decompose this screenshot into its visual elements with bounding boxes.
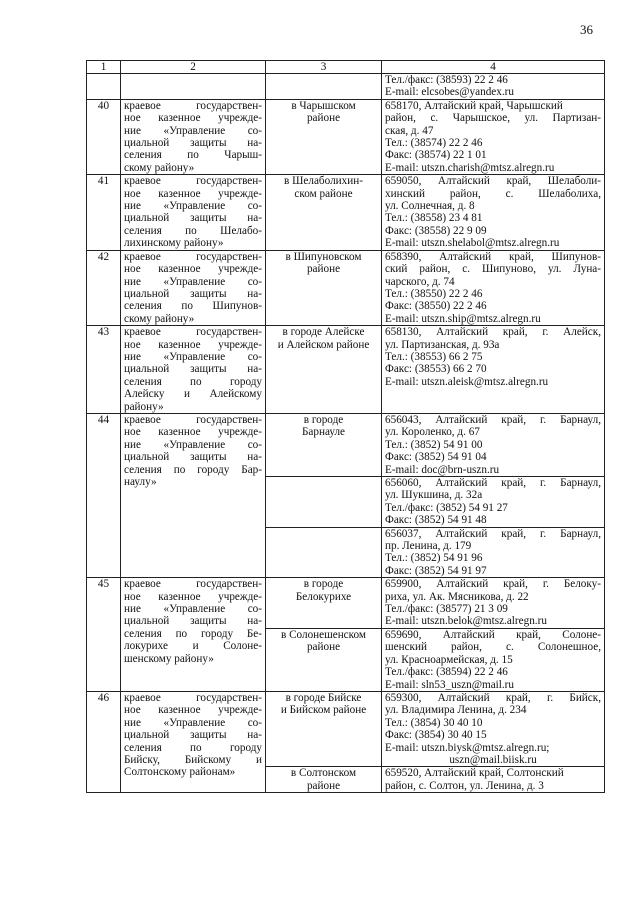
institution-name-line: шенскому району» — [124, 652, 214, 665]
institution-name-line: ние «Управление со- — [124, 716, 262, 729]
address-line: ул. Шукшина, д. 32а — [385, 489, 483, 502]
address-line: Факс: (3852) 54 91 04 — [385, 451, 487, 464]
table-row — [87, 74, 605, 100]
service-area-line: в городе — [303, 578, 344, 591]
address-line: Тел.: (38574) 22 2 46 — [385, 137, 483, 150]
email-line: E-mail: utszn.charish@mtsz.alregn.ru — [385, 161, 555, 174]
address-line: Тел.: (3852) 54 91 96 — [385, 552, 483, 565]
institution-name-line: Солтонскому районам» — [124, 766, 236, 779]
institution-name-line: селения по Чарыш- — [124, 149, 262, 162]
institution-name-line: селения по городу — [124, 375, 262, 388]
institution-name-line: ние «Управление со- — [124, 200, 262, 213]
address-line: 656043, Алтайский край, г. Барнаул, — [385, 413, 601, 426]
address-line: Факс: (38550) 22 2 46 — [385, 300, 487, 313]
service-area-cell — [266, 413, 382, 476]
institution-name-line: скому району» — [124, 161, 195, 174]
institution-name-line: району» — [124, 400, 164, 413]
column-header-3: 3 — [266, 61, 382, 74]
row-number: 42 — [87, 250, 121, 325]
institution-name-line: ное казенное учрежде- — [124, 590, 262, 603]
service-area-cell — [266, 527, 382, 578]
address-contacts-cell — [382, 767, 605, 793]
service-area-cell — [266, 250, 382, 325]
service-area-line: и Алейском районе — [277, 338, 370, 351]
address-line: 659050, Алтайский край, Шелаболи- — [385, 175, 601, 188]
address-contacts-cell — [382, 578, 605, 629]
service-area-cell — [266, 99, 382, 174]
service-area-line: в Солонешенском — [281, 628, 366, 641]
row-number: 44 — [87, 413, 121, 577]
institution-name-line: ное казенное учрежде- — [124, 187, 262, 200]
email-line: E-mail: utszn.aleisk@mtsz.alregn.ru — [385, 375, 549, 388]
institution-name-line: селения по городу — [124, 741, 262, 754]
institution-name-line: краевое государствен- — [124, 326, 262, 339]
address-line: хинский район, с. Шелаболиха, — [385, 187, 601, 200]
address-line: ская, д. 47 — [385, 124, 434, 137]
institution-name-line: краевое государствен- — [124, 691, 262, 704]
address-contacts-cell — [382, 691, 605, 766]
service-area-line: в городе Бийске — [285, 691, 362, 704]
address-contacts-cell — [382, 175, 605, 250]
institution-name-line: ние «Управление со- — [124, 124, 262, 137]
service-area-line: в Шелаболихин- — [284, 175, 363, 188]
institution-name-line: селения по Шелабо- — [124, 224, 262, 237]
table-row — [87, 326, 605, 414]
institution-name-line: ние «Управление со- — [124, 275, 262, 288]
institution-name-line: краевое государствен- — [124, 175, 262, 188]
column-header-4: 4 — [382, 61, 605, 74]
institution-name-cell — [121, 74, 266, 100]
institution-name-line: циальной защиты на- — [124, 363, 262, 376]
address-contacts-cell — [382, 527, 605, 578]
institution-name-line: ное казенное учрежде- — [124, 112, 262, 125]
address-line: 659900, Алтайский край, г. Белоку- — [385, 578, 601, 591]
service-area-line: районе — [306, 263, 341, 276]
service-area-line: в Солтонском — [290, 767, 357, 780]
service-area-line: районе — [306, 641, 341, 654]
address-line: 656060, Алтайский край, г. Барнаул, — [385, 477, 601, 489]
institution-name-line: ное казенное учрежде- — [124, 338, 262, 351]
address-contacts-cell — [382, 99, 605, 174]
address-contacts-cell — [382, 74, 605, 100]
email-line: E-mail: utszn.belok@mtsz.alregn.ru — [385, 615, 547, 628]
email-line: E-mail: utszn.biysk@mtsz.alregn.ru; — [385, 741, 550, 754]
email-line: E-mail: elcsobes@yandex.ru — [385, 86, 514, 99]
institution-name-cell — [121, 578, 266, 692]
table-row — [87, 578, 605, 629]
institution-name-line: ние «Управление со- — [124, 438, 262, 451]
address-contacts-cell — [382, 477, 605, 528]
address-line: Факс: (3854) 30 40 15 — [385, 729, 487, 742]
address-line: пр. Ленина, д. 179 — [385, 540, 472, 553]
address-line: ский район, с. Шипуново, ул. Луна- — [385, 263, 601, 276]
address-line: чарского, д. 74 — [385, 275, 455, 288]
row-number: 45 — [87, 578, 121, 692]
institution-name-line: Бийску, Бийскому и — [124, 753, 262, 766]
institution-name-line: циальной защиты на- — [124, 212, 262, 225]
address-line: 659300, Алтайский край, г. Бийск, — [385, 691, 601, 704]
address-line: 659520, Алтайский край, Солтонский — [385, 767, 564, 780]
row-number — [87, 74, 121, 100]
email-line: E-mail: utszn.ship@mtsz.alregn.ru — [385, 312, 541, 325]
service-area-cell — [266, 477, 382, 528]
table-row — [87, 250, 605, 325]
institution-name-cell — [121, 413, 266, 577]
service-area-line: ском районе — [294, 187, 353, 200]
address-line: Тел./факс: (3852) 54 91 27 — [385, 501, 508, 514]
institution-name-line: краевое государствен- — [124, 578, 262, 591]
row-number: 41 — [87, 175, 121, 250]
service-area-cell — [266, 175, 382, 250]
address-line: район, с. Солтон, ул. Ленина, д. 3 — [385, 779, 544, 792]
institution-name-line: лихинскому району» — [124, 237, 224, 250]
service-area-cell — [266, 578, 382, 629]
institution-name-cell — [121, 99, 266, 174]
address-line: Тел.: (38550) 22 2 46 — [385, 287, 483, 300]
institution-name-line: селения по городу Бе- — [124, 627, 262, 640]
address-line: Факс: (3852) 54 91 97 — [385, 564, 487, 577]
service-area-line: Белокурихе — [295, 590, 352, 603]
institution-name-line: краевое государствен- — [124, 250, 262, 263]
service-area-cell — [266, 767, 382, 793]
address-line: ул. Солнечная, д. 8 — [385, 200, 475, 213]
address-line: Тел./факс: (38577) 21 3 09 — [385, 603, 508, 616]
address-line: риха, ул. Ак. Мясникова, д. 22 — [385, 590, 529, 603]
row-number: 40 — [87, 99, 121, 174]
institution-name-line: ние «Управление со- — [124, 603, 262, 616]
institution-name-line: циальной защиты на- — [124, 287, 262, 300]
table-row — [87, 175, 605, 250]
address-line: ул. Красноармейская, д. 15 — [385, 653, 513, 666]
institution-name-line: ное казенное учрежде- — [124, 263, 262, 276]
service-area-line: в городе Алейске — [282, 326, 365, 339]
address-line: шенский район, с. Солонешное, — [385, 641, 601, 654]
institution-name-cell — [121, 691, 266, 792]
email-line: E-mail: sln53_uszn@mail.ru — [385, 678, 514, 691]
service-area-line: Барнауле — [301, 426, 346, 439]
address-line: 658130, Алтайский край, г. Алейск, — [385, 326, 601, 339]
address-line: 658170, Алтайский край, Чарышский — [385, 99, 563, 112]
table-row — [87, 691, 605, 766]
institution-name-cell — [121, 250, 266, 325]
institution-name-line: наулу» — [124, 476, 157, 488]
service-area-cell — [266, 74, 382, 100]
email-line: E-mail: doc@brn-uszn.ru — [385, 463, 500, 476]
address-contacts-cell — [382, 250, 605, 325]
institution-name-line: ное казенное учрежде- — [124, 426, 262, 439]
row-number: 43 — [87, 326, 121, 414]
service-area-line: и Бийском районе — [280, 704, 367, 717]
page-number: 36 — [580, 22, 593, 37]
institution-name-line: циальной защиты на- — [124, 729, 262, 742]
institution-name-cell — [121, 175, 266, 250]
institution-name-line: ние «Управление со- — [124, 350, 262, 363]
institution-name-line: краевое государствен- — [124, 413, 262, 426]
institution-name-line: локурихе и Солоне- — [124, 640, 262, 653]
institution-name-line: селения по городу Бар- — [124, 463, 262, 476]
address-contacts-cell — [382, 413, 605, 476]
address-line: Факс: (3852) 54 91 48 — [385, 514, 487, 527]
service-area-line: в Шипуновском — [285, 250, 362, 263]
address-contacts-cell — [382, 628, 605, 691]
institution-name-cell — [121, 326, 266, 414]
institution-name-line: ное казенное учрежде- — [124, 704, 262, 717]
address-line: Тел.: (3854) 30 40 10 — [385, 716, 483, 729]
address-line: ул. Короленко, д. 67 — [385, 426, 480, 439]
address-line: Факс: (38558) 22 9 09 — [385, 224, 487, 237]
service-area-cell — [266, 326, 382, 414]
address-contacts-cell — [382, 326, 605, 414]
table-row — [87, 99, 605, 174]
address-line: Тел.: (38553) 66 2 75 — [385, 350, 483, 363]
service-area-cell — [266, 628, 382, 691]
address-line: Тел.: (38558) 23 4 81 — [385, 212, 483, 225]
service-area-line: районе — [306, 779, 341, 792]
column-header-1: 1 — [87, 61, 121, 74]
row-number: 46 — [87, 691, 121, 792]
address-line: uszn@mail.biisk.ru — [449, 753, 537, 766]
email-line: E-mail: utszn.shelabol@mtsz.alregn.ru — [385, 237, 560, 250]
address-line: 659690, Алтайский край, Солоне- — [385, 628, 601, 641]
address-line: Тел./факс: (38593) 22 2 46 — [385, 74, 508, 86]
institution-name-line: селения по Шипунов- — [124, 300, 262, 313]
institution-name-line: циальной защиты на- — [124, 137, 262, 150]
institution-name-line: циальной защиты на- — [124, 615, 262, 628]
column-header-2: 2 — [121, 61, 266, 74]
address-line: Тел.: (3852) 54 91 00 — [385, 438, 483, 451]
institution-name-line: циальной защиты на- — [124, 451, 262, 464]
address-line: ул. Партизанская, д. 93а — [385, 338, 500, 351]
address-line: 658390, Алтайский край, Шипунов- — [385, 250, 601, 263]
address-line: район, с. Чарышское, ул. Партизан- — [385, 112, 601, 125]
service-area-cell — [266, 691, 382, 766]
institution-name-line: краевое государствен- — [124, 99, 262, 112]
institutions-table — [86, 60, 605, 793]
address-line: Факс: (38553) 66 2 70 — [385, 363, 487, 376]
address-line: Тел./факс: (38594) 22 2 46 — [385, 666, 508, 679]
table-header-row — [87, 61, 605, 74]
institution-name-line: скому району» — [124, 312, 195, 325]
service-area-line: районе — [306, 112, 341, 125]
table-row — [87, 413, 605, 476]
address-line: Факс: (38574) 22 1 01 — [385, 149, 487, 162]
table-body — [87, 74, 605, 793]
address-line: 656037, Алтайский край, г. Барнаул, — [385, 527, 601, 540]
institution-name-line: Алейску и Алейскому — [124, 388, 262, 401]
address-line: ул. Владимира Ленина, д. 234 — [385, 704, 527, 717]
service-area-line: в Чарышском — [291, 99, 356, 112]
service-area-line: в городе — [303, 413, 344, 426]
